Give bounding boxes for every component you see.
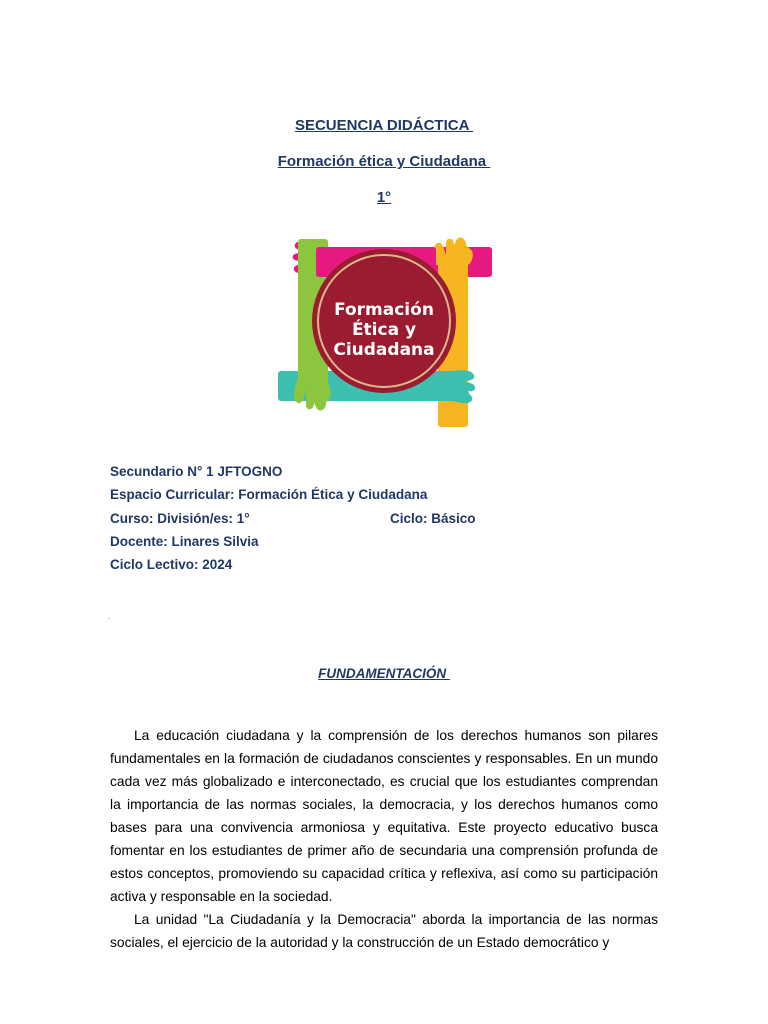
teacher-line: Docente: Linares Silvia xyxy=(110,533,259,549)
paragraph-1: La educación ciudadana y la comprensión de los derechos humanos son pilares fundamentales en la formación de ciudadanos conscientes y responsables. En un mundo cada vez más globalizado e interconectado, es crucial que los estudiantes comprendan la importancia de las normas sociales, la democracia, y los derechos humanos como bases para una convivencia armoniosa y equitativa. Este proyecto educativo busca fomentar en los estudiantes de primer año de secundaria una comprensión profunda de estos conceptos, promoviendo su capacidad crítica y reflexiva, así como su participación activa y responsable en la sociedad. xyxy=(110,727,658,905)
fundamentacion-heading: FUNDAMENTACIÓN xyxy=(318,666,450,681)
school-line: Secundario N° 1 JFTOGNO xyxy=(110,464,283,479)
logo-text-line-1: Formación xyxy=(334,300,434,320)
curricular-space-line: Espacio Curricular: Formación Ética y Ciudadana xyxy=(110,487,428,503)
stray-mark: . xyxy=(108,612,111,621)
logo-text-line-2: Ética y xyxy=(351,320,417,340)
course-cycle-line xyxy=(110,510,670,533)
logo-graphic xyxy=(276,221,494,429)
course-label: Curso: División/es: 1° xyxy=(110,510,250,526)
document-subject: Formación ética y Ciudadana xyxy=(277,153,491,170)
document-title: SECUENCIA DIDÁCTICA xyxy=(294,117,474,134)
cycle-label: Ciclo: Básico xyxy=(390,510,476,526)
formacion-etica-logo xyxy=(276,221,494,429)
course-info xyxy=(110,463,670,579)
logo-text-line-3: Ciudadana xyxy=(333,340,435,360)
paragraph-2: La unidad "La Ciudadanía y la Democracia" aborda la importancia de las normas sociales, el ejercicio de la autoridad y la construcción de un Estado democrático y xyxy=(110,911,658,950)
school-year-line: Ciclo Lectivo: 2024 xyxy=(110,557,233,573)
document-grade: 1° xyxy=(376,189,392,206)
